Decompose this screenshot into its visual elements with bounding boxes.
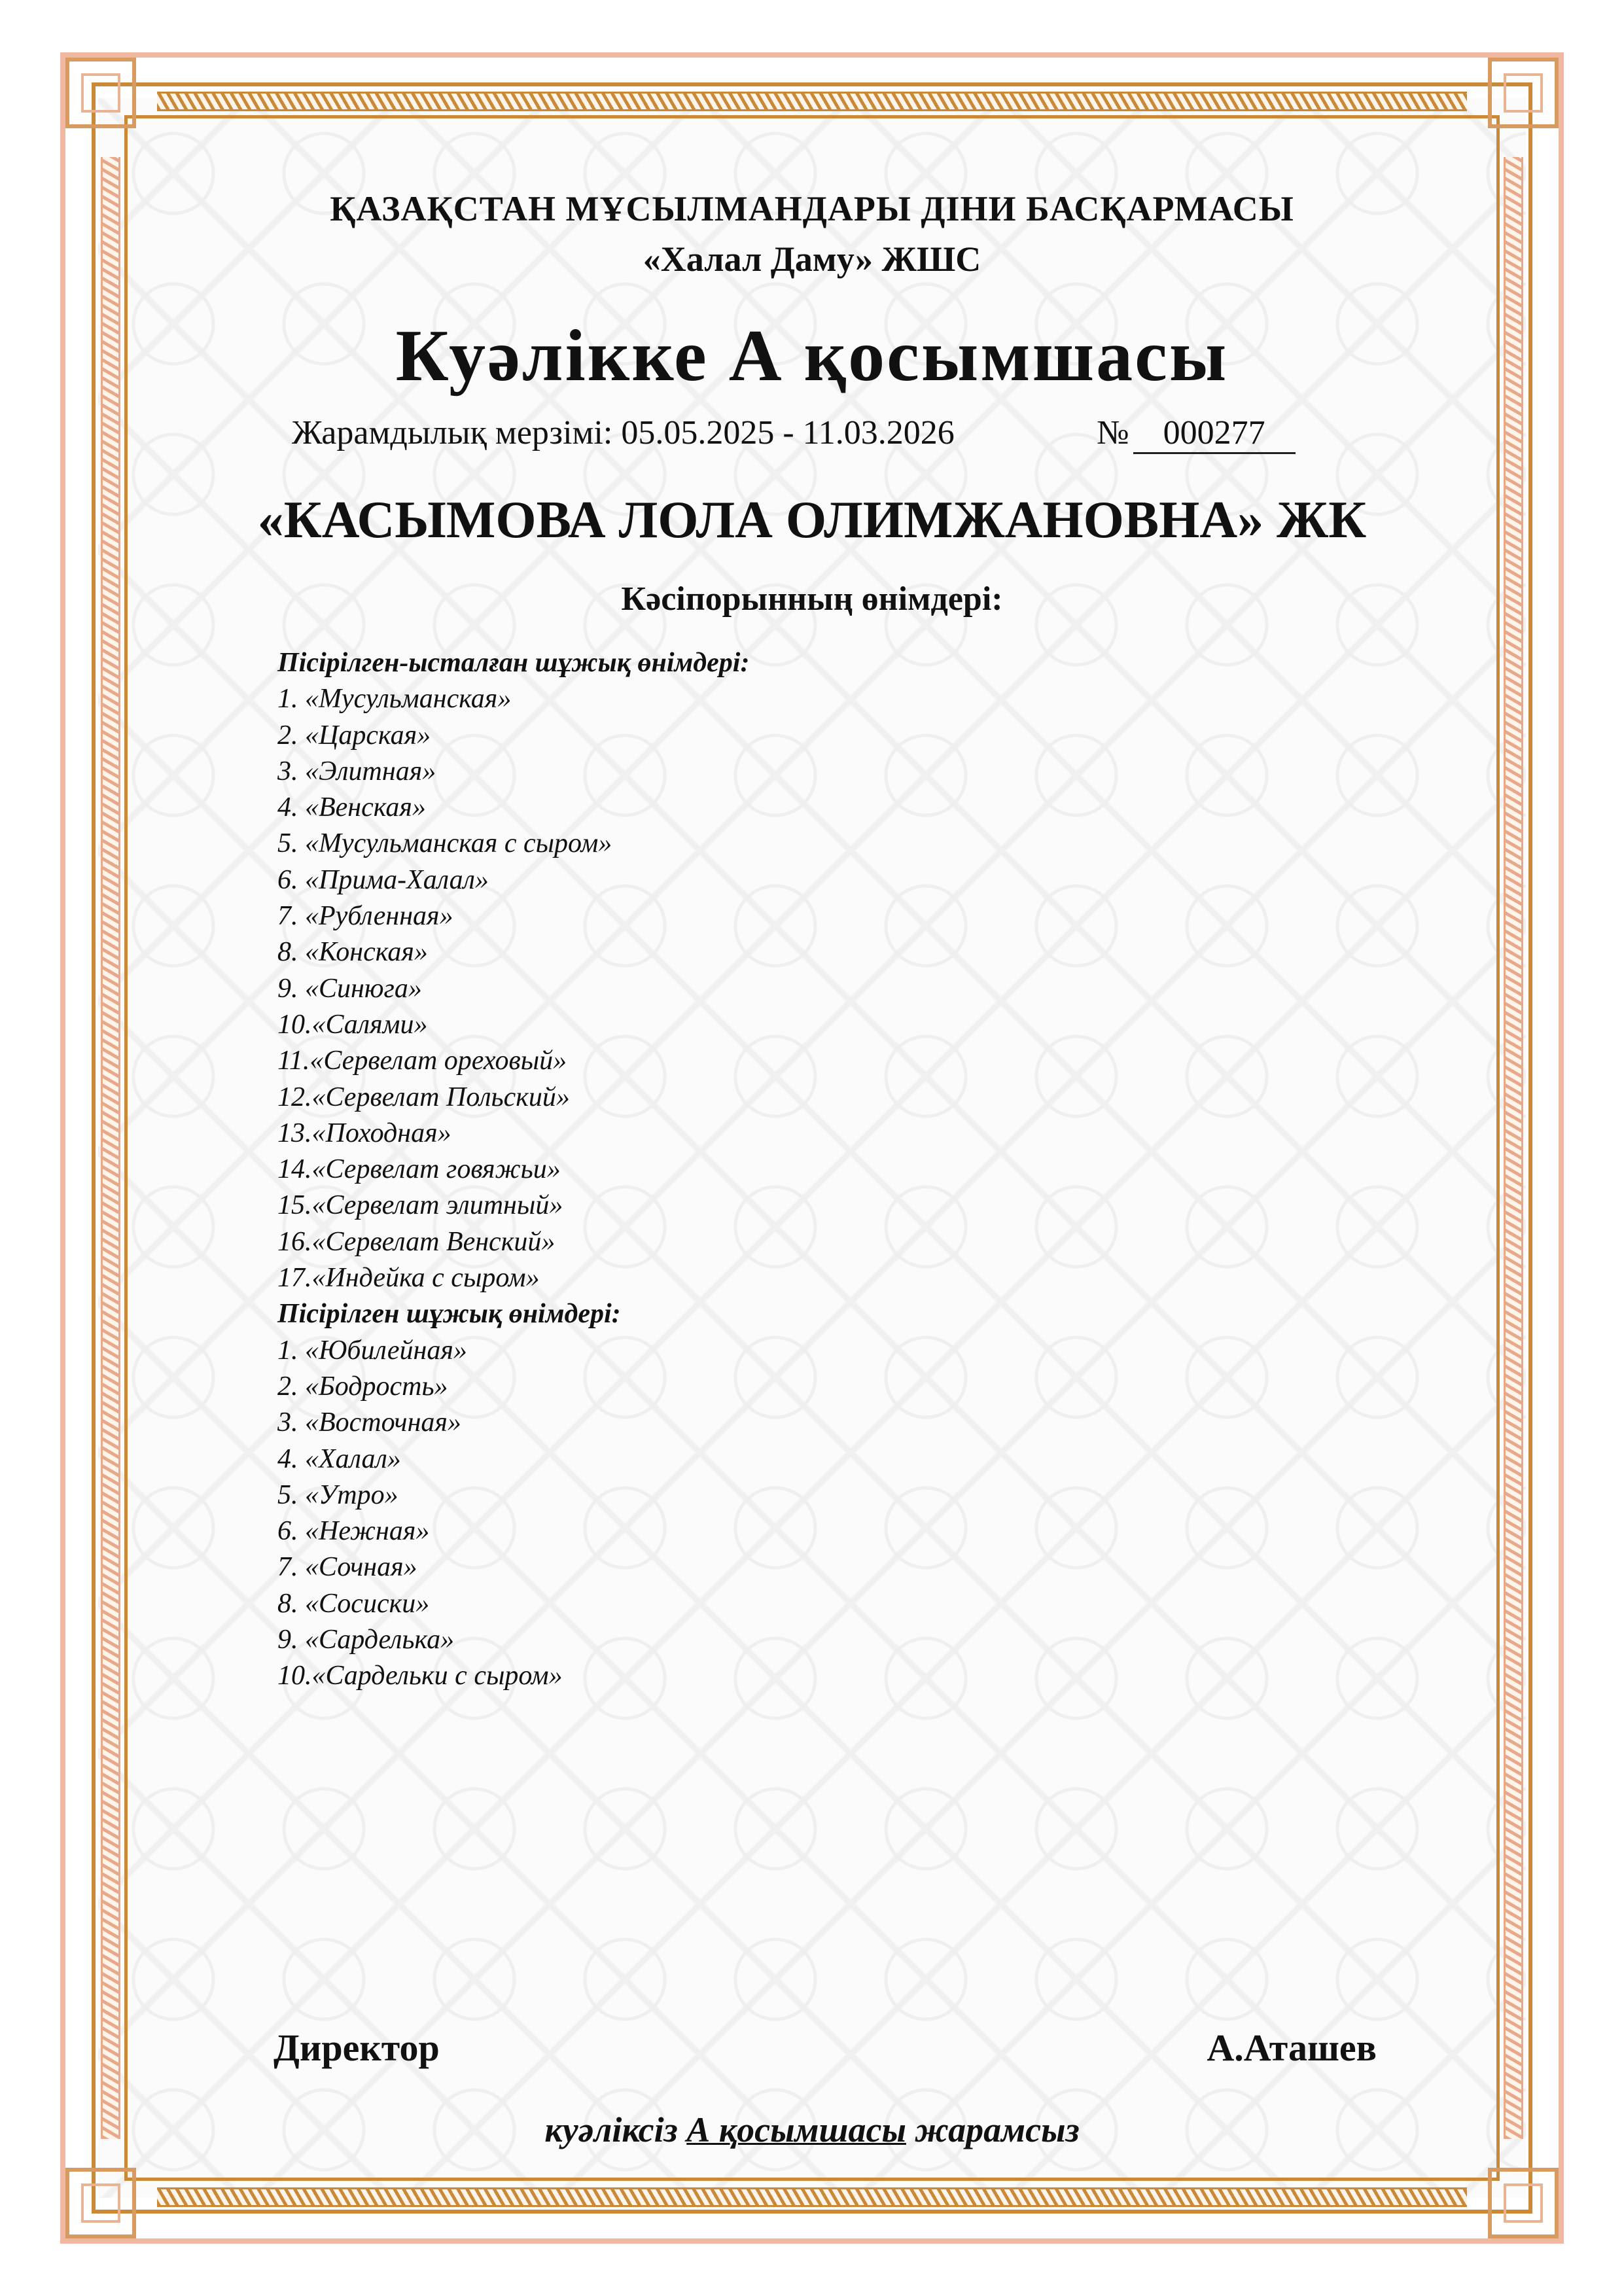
organization-name: ҚАЗАҚСТАН МҰСЫЛМАНДАРЫ ДІНИ БАСҚАРМАСЫ <box>330 189 1294 228</box>
corner-ornament-bottom-right <box>1488 2168 1559 2238</box>
signature-name: А.Аташев <box>1207 2026 1377 2069</box>
product-item: 12.«Сервелат Польский» <box>277 1082 570 1112</box>
number-sign: № <box>1097 414 1129 451</box>
product-item: 10.«Салями» <box>277 1009 428 1040</box>
bottom-rope-border <box>157 2187 1467 2207</box>
corner-ornament-top-left <box>65 58 136 128</box>
product-item: 1. «Мусульманская» <box>277 684 512 715</box>
product-item: 9. «Синюга» <box>277 973 422 1004</box>
product-item: 2. «Бодрость» <box>277 1371 448 1402</box>
product-item: 11.«Сервелат ореховый» <box>277 1046 567 1076</box>
product-item: 4. «Халал» <box>277 1443 401 1474</box>
document-title: Куәлікке А қосымшасы <box>395 315 1229 397</box>
product-item: 17.«Индейка с сыром» <box>277 1263 540 1294</box>
right-rope-border <box>1504 157 1523 2139</box>
corner-ornament-top-right <box>1488 58 1559 128</box>
category-heading: Пісірілген шұжық өнімдері: <box>277 1299 621 1330</box>
top-rope-border <box>157 92 1467 111</box>
corner-ornament-bottom-left <box>65 2168 136 2238</box>
product-item: 15.«Сервелат элитный» <box>277 1190 563 1221</box>
product-item: 6. «Прима-Халал» <box>277 864 489 895</box>
product-item: 3. «Элитная» <box>277 756 436 786</box>
document-number <box>1097 414 1296 454</box>
product-item: 7. «Сочная» <box>277 1552 417 1583</box>
number-value: 000277 <box>1133 414 1296 454</box>
product-item: 2. «Царская» <box>277 720 431 751</box>
validity-period: Жарамдылық мерзімі: 05.05.2025 - 11.03.2026 <box>292 414 955 451</box>
company-name: «КАСЫМОВА ЛОЛА ОЛИМЖАНОВНА» ЖК <box>257 491 1367 549</box>
product-item: 10.«Сардельки с сыром» <box>277 1661 563 1691</box>
product-item: 4. «Венская» <box>277 792 426 823</box>
product-item: 6. «Нежная» <box>277 1516 430 1547</box>
product-item: 8. «Сосиски» <box>277 1588 430 1619</box>
product-item: 16.«Сервелат Венский» <box>277 1226 556 1257</box>
product-item: 9. «Сарделька» <box>277 1625 455 1655</box>
product-item: 8. «Конская» <box>277 937 428 968</box>
product-item: 1. «Юбилейная» <box>277 1335 467 1366</box>
product-item: 5. «Мусульманская с сыром» <box>277 828 612 859</box>
left-rope-border <box>101 157 120 2139</box>
product-item: 13.«Походная» <box>277 1118 451 1148</box>
category-heading: Пісірілген-ысталған шұжық өнімдері: <box>277 648 750 678</box>
footer-note <box>0 2110 1624 2150</box>
signature-position: Директор <box>274 2026 440 2069</box>
products-heading: Кәсіпорынның өнімдері: <box>621 580 1003 618</box>
product-list <box>277 645 1259 1695</box>
product-item: 7. «Рубленная» <box>277 901 453 932</box>
product-item: 3. «Восточная» <box>277 1407 461 1438</box>
footer-note-after: жарамсыз <box>906 2110 1080 2149</box>
footer-note-before: куәліксіз <box>544 2110 687 2149</box>
issuer-name: «Халал Даму» ЖШС <box>643 239 981 279</box>
footer-note-underlined: А қосымшасы <box>686 2110 906 2149</box>
product-item: 14.«Сервелат говяжьи» <box>277 1154 561 1185</box>
product-item: 5. «Утро» <box>277 1479 398 1510</box>
